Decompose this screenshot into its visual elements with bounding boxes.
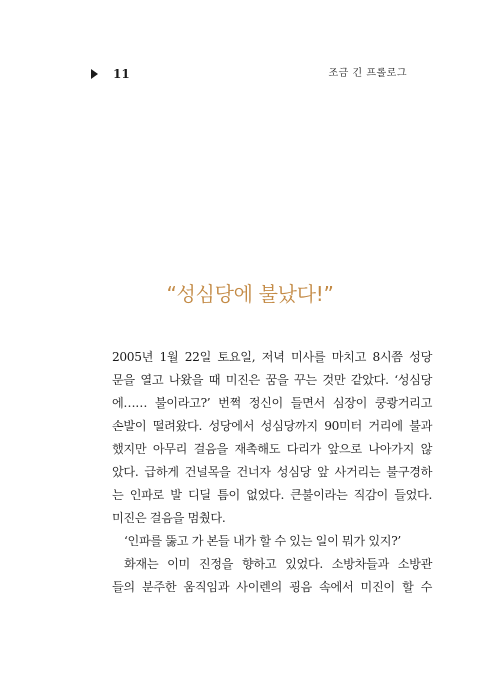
chapter-title: “성심당에 불났다!” xyxy=(166,282,334,306)
text-line: 는 인파로 발 디딜 틈이 없었다. 큰불이라는 직감이 들었다. xyxy=(112,488,432,502)
text-line: ‘인파를 뚫고 가 본들 내가 할 수 있는 일이 뭐가 있지?’ xyxy=(124,534,401,548)
triangle-right-icon xyxy=(91,69,98,79)
page-number: 11 xyxy=(113,67,130,81)
page-header xyxy=(0,66,500,86)
text-line: 했지만 아무리 걸음을 재촉해도 다리가 앞으로 나아가지 않 xyxy=(112,442,432,456)
text-line: 에…… 불이라고?’ 번쩍 정신이 들면서 심장이 쿵쾅거리고 xyxy=(112,396,432,410)
running-title: 조금 긴 프롤로그 xyxy=(328,68,407,79)
text-line: 미진은 걸음을 멈췄다. xyxy=(112,511,226,525)
text-line: 문을 열고 나왔을 때 미진은 꿈을 꾸는 것만 같았다. ‘성심당 xyxy=(112,373,432,387)
text-line: 화재는 이미 진정을 향하고 있었다. 소방차들과 소방관 xyxy=(124,557,432,571)
text-line: 2005년 1월 22일 토요일, 저녁 미사를 마치고 8시쯤 성당 xyxy=(112,350,432,364)
text-line: 았다. 급하게 건널목을 건너자 성심당 앞 사거리는 불구경하 xyxy=(112,465,432,479)
text-line: 손발이 떨려왔다. 성당에서 성심당까지 90미터 거리에 불과 xyxy=(112,419,432,433)
text-line: 들의 분주한 움직임과 사이렌의 굉음 속에서 미진이 할 수 xyxy=(112,580,432,594)
body-text xyxy=(112,346,432,599)
